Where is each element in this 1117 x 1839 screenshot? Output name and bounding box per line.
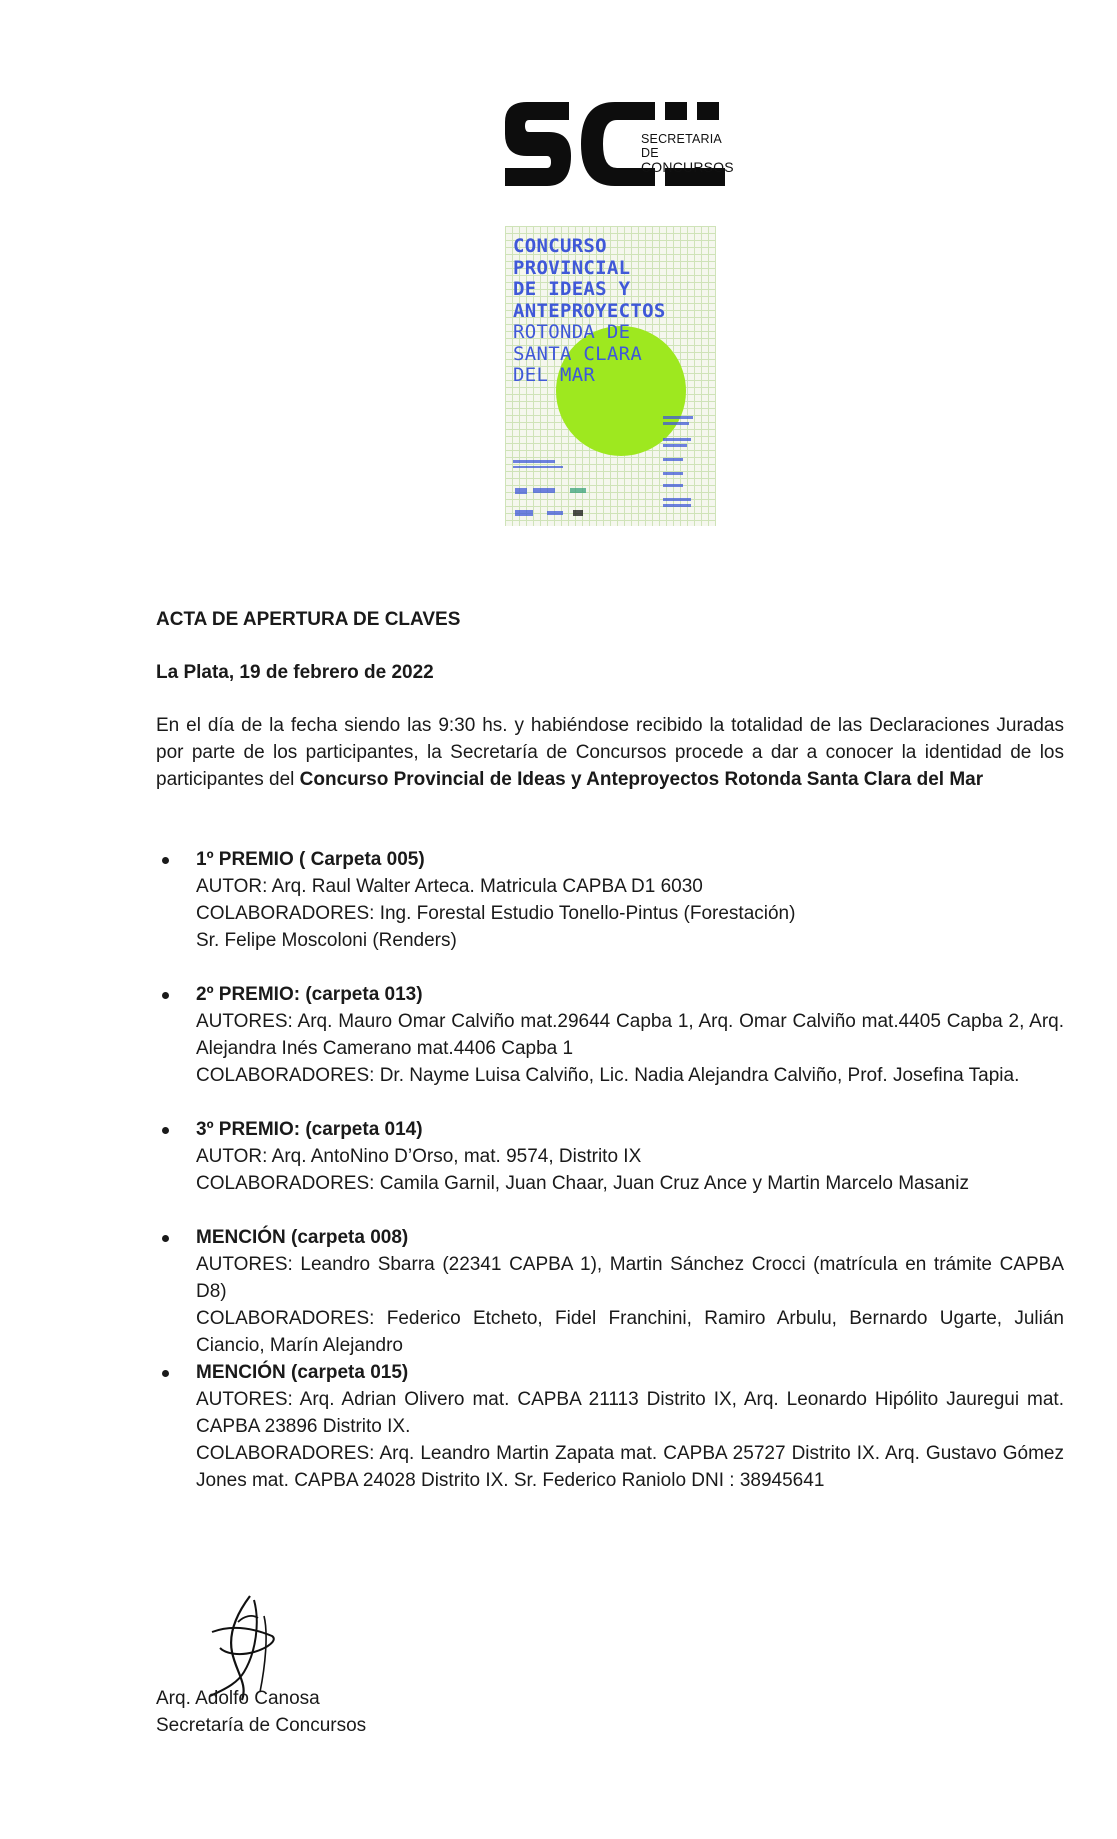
bullet-icon	[162, 1127, 169, 1134]
poster-fineprint-decor	[513, 466, 563, 468]
poster-sponsor-logo-icon	[515, 510, 533, 516]
award-title: 2º PREMIO: (carpeta 013)	[196, 984, 423, 1005]
poster-fineprint-decor	[663, 504, 691, 507]
award-line: AUTOR: Arq. AntoNino D’Orso, mat. 9574, Distrito IX	[196, 1146, 642, 1167]
poster-fineprint-decor	[663, 438, 691, 441]
award-line: AUTORES: Arq. Mauro Omar Calviño mat.29644 Capba 1, Arq. Omar Calviño mat.4405 Capba 2, Arq. Alejandra Inés Camerano mat.4406 Capba 1	[196, 1011, 1064, 1059]
award-title: 3º PREMIO: (carpeta 014)	[196, 1119, 423, 1140]
intro-competition-name: Concurso Provincial de Ideas y Anteproyectos Rotonda Santa Clara del Mar	[299, 769, 984, 790]
secretaria-logo	[505, 96, 734, 192]
poster-title-line: CONCURSO	[513, 235, 607, 257]
poster-fineprint-decor	[513, 460, 555, 463]
poster-sponsor-logo-icon	[533, 488, 555, 493]
award-line: AUTORES: Leandro Sbarra (22341 CAPBA 1), Martin Sánchez Crocci (matrícula en trámite CAPBA D8)	[196, 1254, 1064, 1302]
award-item	[162, 981, 1064, 1089]
award-title: 1º PREMIO ( Carpeta 005)	[196, 849, 425, 870]
award-title: MENCIÓN (carpeta 008)	[196, 1227, 409, 1248]
bullet-icon	[162, 1235, 169, 1242]
award-line: COLABORADORES: Federico Etcheto, Fidel Franchini, Ramiro Arbulu, Bernardo Ugarte, Julián Ciancio, Marín Alejandro	[196, 1308, 1064, 1356]
award-item	[162, 1359, 1064, 1494]
poster-fineprint-decor	[663, 458, 683, 461]
award-line: COLABORADORES: Ing. Forestal Estudio Tonello-Pintus (Forestación)	[196, 903, 796, 924]
signer-role: Secretaría de Concursos	[156, 1715, 367, 1736]
poster-title-line: DE IDEAS Y	[513, 278, 631, 300]
poster-fineprint-decor	[663, 444, 687, 447]
bullet-icon	[162, 992, 169, 999]
signer-block	[156, 1685, 366, 1739]
award-item	[162, 846, 1064, 954]
award-title: MENCIÓN (carpeta 015)	[196, 1362, 409, 1383]
poster-sponsor-logo-icon	[570, 488, 586, 493]
award-line: AUTOR: Arq. Raul Walter Arteca. Matricula CAPBA D1 6030	[196, 876, 703, 897]
award-line: Sr. Felipe Moscoloni (Renders)	[196, 930, 457, 951]
award-line: AUTORES: Arq. Adrian Olivero mat. CAPBA 21113 Distrito IX, Arq. Leonardo Hipólito Jauregui mat. CAPBA 23896 Distrito IX.	[196, 1389, 1064, 1437]
intro-paragraph	[156, 712, 1064, 793]
bullet-icon	[162, 1370, 169, 1377]
awards-list	[162, 846, 1064, 1521]
poster-title	[513, 236, 666, 387]
poster-fineprint-decor	[663, 472, 683, 475]
poster-subtitle-line: DEL MAR	[513, 364, 596, 386]
poster-subtitle-line: ROTONDA DE	[513, 321, 631, 343]
logo-text	[641, 132, 734, 174]
award-line: COLABORADORES: Dr. Nayme Luisa Calviño, Lic. Nadia Alejandra Calviño, Prof. Josefina Tapia.	[196, 1065, 1020, 1086]
award-item	[162, 1224, 1064, 1359]
poster-sponsor-logo-icon	[547, 511, 563, 515]
poster-fineprint-decor	[663, 484, 683, 487]
document-date: La Plata, 19 de febrero de 2022	[156, 662, 434, 683]
signer-name: Arq. Adolfo Canosa	[156, 1688, 320, 1709]
intro-text: En el día de la fecha siendo las 9:30 hs. y habiéndose recibido la totalidad de las Declaraciones Juradas por parte de los participantes, la Secretaría de Concursos procede a dar a conocer la identidad de los participantes del	[156, 715, 1064, 790]
award-item	[162, 1116, 1064, 1197]
competition-poster	[505, 226, 716, 526]
poster-title-line: PROVINCIAL	[513, 256, 631, 279]
poster-fineprint-decor	[663, 416, 693, 419]
bullet-icon	[162, 857, 169, 864]
poster-fineprint-decor	[663, 422, 689, 425]
logo-line2: CONCURSOS	[641, 159, 734, 175]
poster-subtitle-line: SANTA CLARA	[513, 342, 643, 365]
award-line: COLABORADORES: Camila Garnil, Juan Chaar, Juan Cruz Ance y Martin Marcelo Masaniz	[196, 1173, 969, 1194]
document-heading: ACTA DE APERTURA DE CLAVES	[156, 609, 461, 630]
poster-sponsor-logo-icon	[573, 510, 583, 516]
poster-sponsor-logo-icon	[515, 488, 527, 494]
poster-title-line: ANTEPROYECTOS	[513, 299, 666, 322]
poster-fineprint-decor	[663, 498, 691, 501]
logo-line1: SECRETARIA DE	[641, 132, 722, 160]
award-line: COLABORADORES: Arq. Leandro Martin Zapata mat. CAPBA 25727 Distrito IX. Arq. Gustavo Gómez Jones mat. CAPBA 24028 Distrito IX. Sr. Federico Raniolo DNI : 38945641	[196, 1443, 1064, 1491]
